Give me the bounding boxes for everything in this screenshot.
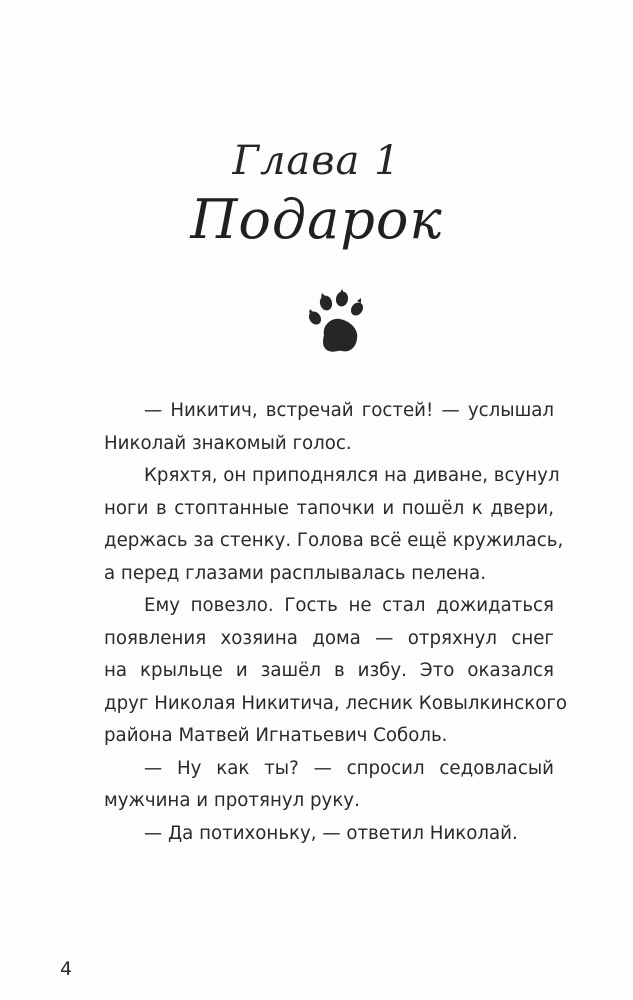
body-text <box>104 395 568 850</box>
text-line: появления хозяина дома — отряхнул снег <box>104 627 554 649</box>
text-line: района Матвей Игнатьевич Соболь. <box>104 725 448 746</box>
text-line: на крыльце и зашёл в избу. Это оказался <box>104 660 554 681</box>
chapter-label: Глава 1 <box>232 138 401 184</box>
text-line: а перед глазами расплывалась пелена. <box>104 562 486 584</box>
paragraph <box>104 395 554 460</box>
text-line: Ему повезло. Гость не стал дожидаться <box>144 595 554 616</box>
page-number: 4 <box>60 958 73 980</box>
text-line: — Никитич, встречай гостей! — услышал <box>144 400 554 421</box>
text-line: держась за стенку. Голова всё ещё кружилась, <box>104 530 564 551</box>
paragraph <box>104 590 568 753</box>
paragraph <box>104 753 554 818</box>
text-line: Николай знакомый голос. <box>104 432 352 454</box>
chapter-title: Подарок <box>190 188 443 251</box>
paragraph <box>104 460 564 590</box>
text-line: ноги в стоптанные тапочки и пошёл к двери, <box>104 497 554 519</box>
text-line: мужчина и протянул руку. <box>104 790 360 811</box>
text-line: — Ну как ты? — спросил седовласый <box>144 757 554 779</box>
text-line: — Да потихоньку, — ответил Николай. <box>144 822 518 844</box>
paw-print-icon <box>304 287 370 357</box>
paragraph <box>104 818 554 851</box>
text-line: друг Николая Никитича, лесник Ковылкинского <box>104 692 568 714</box>
text-line: Кряхтя, он приподнялся на диване, всунул <box>144 465 560 486</box>
